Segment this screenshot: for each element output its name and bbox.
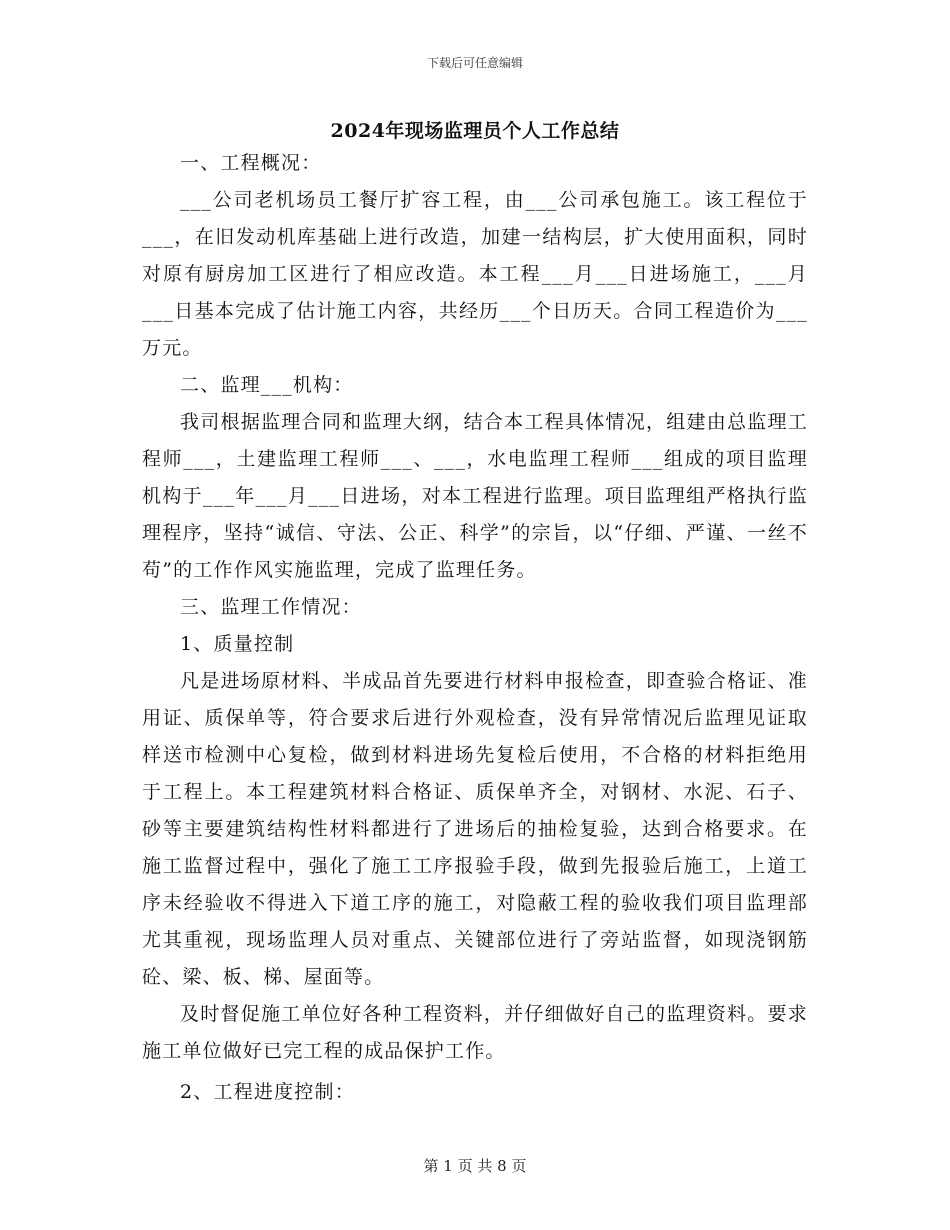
page-number-footer: 第 1 页 共 8 页 [423, 1157, 527, 1175]
section-heading-organization: 二、监理___机构： [180, 374, 354, 396]
subheading-quality: 1、质量控制 [180, 633, 295, 655]
section-heading-overview: 一、工程概况： [180, 152, 322, 174]
paragraph-organization: 我司根据监理合同和监理大纲，结合本工程具体情况，组建由总监理工程师___，土建监理工程师___、___，水电监理工程师___组成的项目监理机构于___年___月___日进场，对本工程进行监理。项目监理组严格执行监理程序，坚持“诚信、守法、公正、科学”的宗旨，以“仔细、严谨、一丝不苟”的工作作风实施监理，完成了监理任务。 [142, 411, 808, 581]
document-title: 2024年现场监理员个人工作总结 [330, 120, 620, 142]
subheading-progress: 2、工程进度控制： [180, 1081, 355, 1103]
section-heading-work: 三、监理工作情况： [180, 596, 362, 618]
paragraph-quality: 凡是进场原材料、半成品首先要进行材料申报检查，即查验合格证、准用证、质保单等，符合要求后进行外观检查，没有异常情况后监理见证取样送市检测中心复检，做到材料进场先复检后使用，不合格的材料拒绝用于工程上。本工程建筑材料合格证、质保单齐全，对钢材、水泥、石子、砂等主要建筑结构性材料都进行了进场后的抽检复验，达到合格要求。在施工监督过程中，强化了施工工序报验手段，做到先报验后施工，上道工序未经验收不得进入下道工序的施工，对隐蔽工程的验收我们项目监理部尤其重视，现场监理人员对重点、关键部位进行了旁站监督，如现浇钢筋砼、梁、板、梯、屋面等。 [142, 670, 808, 988]
paragraph-overview: ___公司老机场员工餐厅扩容工程，由___公司承包施工。该工程位于___，在旧发动机库基础上进行改造，加建一结构层，扩大使用面积，同时对原有厨房加工区进行了相应改造。本工程___月___日进场施工，___月___日基本完成了估计施工内容，共经历___个日历天。合同工程造价为___万元。 [142, 189, 808, 359]
header-note: 下载后可任意编辑 [426, 56, 523, 70]
paragraph-records: 及时督促施工单位好各种工程资料，并仔细做好自己的监理资料。要求施工单位做好已完工程的成品保护工作。 [142, 1003, 808, 1062]
document-body [142, 145, 808, 1111]
